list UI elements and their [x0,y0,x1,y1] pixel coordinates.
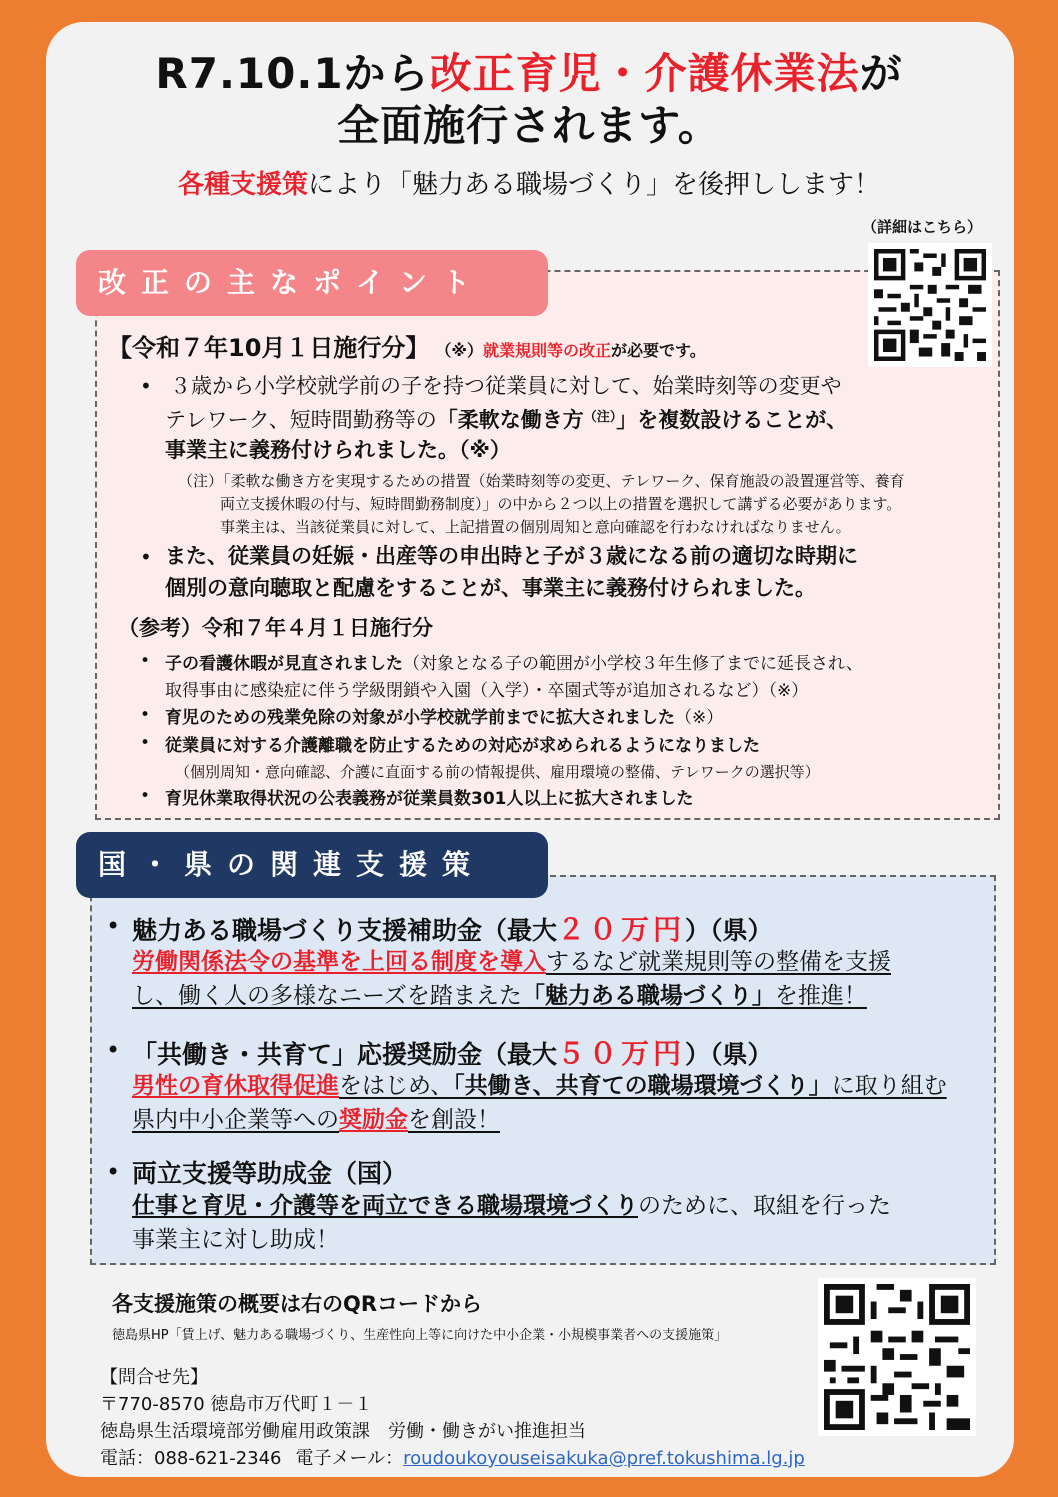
support1-line1: 労働関係法令の基準を上回る制度を導入するなど就業規則等の整備を支援 [132,949,891,975]
contact-address: 〒770-8570 徳島市万代町１－１ [100,1394,373,1415]
ref2-line: 育児のための残業免除の対象が小学校就学前までに拡大されました（※） [165,708,724,728]
ref-bullet-2-icon: • [140,705,151,725]
ref3-line2: （個別周知・意向確認、介護に直面する前の情報提供、雇用環境の整備、テレワークの選択等） [175,763,820,781]
qr-caption: （詳細はこちら） [862,218,983,236]
footer-qr-note: 徳島県HP「賃上げ、魅力ある職場づくり、生産性向上等に向けた中小企業・小規模事業者への支援施策」 [112,1328,728,1343]
title-law-name: 改正育児・介護休業法 [429,49,860,98]
ref-bullet-4-icon: • [140,786,151,806]
ref4-line: 育児休業取得状況の公表義務が従業員数301人以上に拡大されました [165,789,694,809]
ref-bullet-1-icon: • [140,651,151,671]
title-date: R7.10.1から [155,49,430,98]
revision-points-tab: 改正の主なポイント [76,250,548,316]
qr-code-icon [824,1284,970,1430]
note-line3: 事業主は、当該従業員に対して、上記措置の個別周知と意向確認を行わなければなりません。 [220,518,851,536]
bullet-1-icon: • [140,374,152,398]
note-line1: （注）「柔軟な働き方を実現するための措置（始業時刻等の変更、テレワーク、保育施設の設置運営等、養育 [178,472,905,490]
support2-line2: 県内中小企業等への奨励金を創設！ [132,1107,500,1133]
support2-line1: 男性の育休取得促進をはじめ、「共働き、共育ての職場環境づくり」に取り組む [132,1073,947,1099]
bullet-2-icon: • [140,545,152,569]
page-title-line2: 全面施行されます。 [337,101,721,150]
contact-phone: 電話：088-621-2346 [100,1448,282,1469]
qr-code-details[interactable] [868,243,992,367]
ref3-line1: 従業員に対する介護離職を防止するための対応が求められるようになりました [165,736,760,756]
qr-code-icon [874,249,986,361]
point2-line1: また、従業員の妊娠・出産等の申出時と子が３歳になる前の適切な時期に [165,544,858,568]
point2-line2: 個別の意向聴取と配慮をすることが、事業主に義務付けられました。 [165,576,816,600]
ref1-line1: 子の看護休暇が見直されました（対象となる子の範囲が小学校３年生修了までに延長され、 [165,654,864,674]
point1-line1: ３歳から小学校就学前の子を持つ従業員に対して、始業時刻等の変更や [170,374,842,398]
support-bullet-3-icon: • [106,1158,121,1186]
point1-line3: 事業主に義務付けられました。（※） [165,438,511,462]
support-measures-tab: 国・県の関連支援策 [76,832,548,898]
contact-email-label: 電子メール： [295,1448,404,1469]
point1-line2: テレワーク、短時間勤務等の「柔軟な働き方$^{(注)}$」を複数設けることが、 [165,408,848,432]
support1-line2: し、働く人の多様なニーズを踏まえた「魅力ある職場づくり」を推進！ [132,983,867,1009]
contact-department: 徳島県生活環境部労働雇用政策課 労働・働きがい推進担当 [100,1421,586,1442]
contact-label: 【問合せ先】 [100,1367,208,1388]
contact-email-link[interactable]: roudoukoyouseisakuka@pref.tokushima.lg.jp [403,1448,805,1469]
contact-phone-email [100,1445,805,1472]
subtitle-text: により「魅力ある職場づくり」を後押しします！ [308,170,881,200]
footer-qr-title: 各支援施策の概要は右のQRコードから [112,1292,483,1316]
support3-line2: 事業主に対し助成！ [132,1227,339,1253]
support2-title: 「共働き・共育て」応援奨励金（最大５０万円）（県） [132,1037,773,1070]
support3-title: 両立支援等助成金（国） [132,1159,408,1188]
support1-title: 魅力ある職場づくり支援補助金（最大２０万円）（県） [132,913,773,946]
section1-heading [108,328,706,363]
page-title-line1 [0,48,1058,100]
support3-line1: 仕事と育児・介護等を両立できる職場環境づくりのために、取組を行った [132,1193,891,1219]
heading-date: 【令和７年10月１日施行分】 [108,334,430,362]
title-particle: が [859,49,903,98]
ref-bullet-3-icon: • [140,733,151,753]
reference-heading: （参考）令和７年４月１日施行分 [118,616,433,640]
heading-note: （※）就業規則等の改正が必要です。 [443,341,706,360]
page-subtitle [0,168,1058,202]
qr-code-support-measures[interactable] [818,1278,976,1436]
support-bullet-2-icon: • [106,1036,121,1064]
subtitle-highlight: 各種支援策 [177,170,308,200]
ref1-line2: 取得事由に感染症に伴う学級閉鎖や入園（入学）・卒園式等が追加されるなど）（※） [165,681,809,701]
note-line2: 両立支援休暇の付与、短時間勤務制度）」の中から２つ以上の措置を選択して講ずる必要があります。 [220,495,902,513]
support-bullet-1-icon: • [106,912,121,940]
